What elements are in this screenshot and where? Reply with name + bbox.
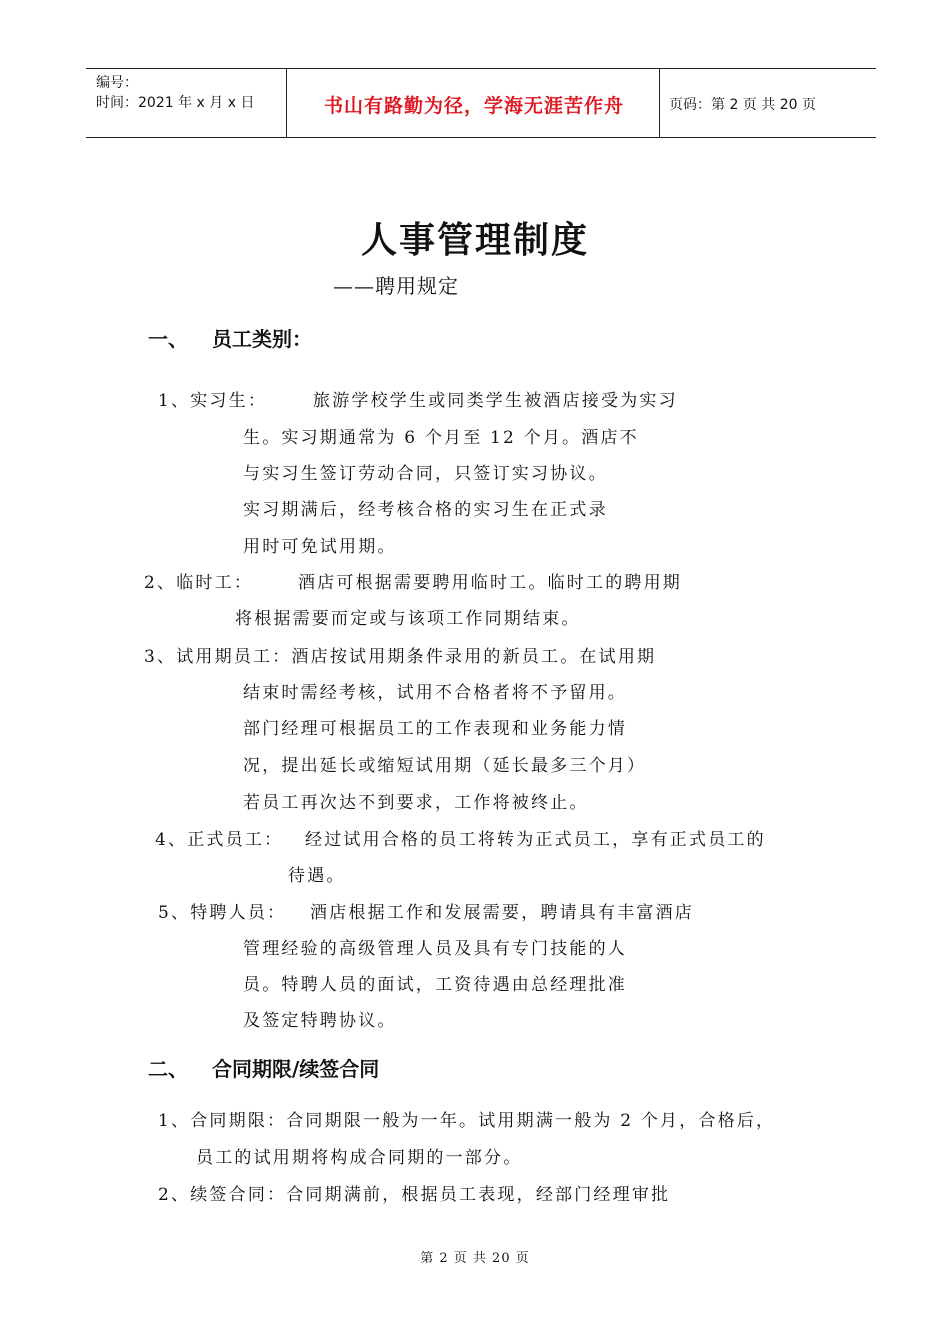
item-label: 4、正式员工： (155, 830, 284, 850)
item-text: 生。实习期通常为 6 个月至 12 个月。酒店不 (243, 428, 639, 448)
item-label: 1、实习生： (158, 391, 268, 411)
page-header (86, 68, 876, 138)
item-text: 况，提出延长或缩短试用期（延长最多三个月） (243, 756, 647, 776)
header-motto: 书山有路勤为径，学海无涯苦作舟 (323, 95, 624, 117)
item-text: 管理经验的高级管理人员及具有专门技能的人 (243, 939, 627, 959)
section-number: 二、 (148, 1057, 188, 1081)
section-heading-2 (148, 1053, 379, 1082)
document-title: 人事管理制度 (360, 220, 589, 261)
item-text: 合同期限一般为一年。试用期满一般为 2 个月，合格后， (286, 1111, 776, 1131)
item-text: 旅游学校学生或同类学生被酒店接受为实习 (313, 391, 678, 411)
document-subtitle: ——聘用规定 (333, 274, 459, 298)
item-text: 与实习生签订劳动合同，只签订实习协议。 (243, 464, 608, 484)
section-heading-1 (148, 323, 312, 352)
item-text: 酒店按试用期条件录用的新员工。在试用期 (291, 647, 657, 667)
item-label: 1、合同期限： (158, 1111, 287, 1131)
list-item (144, 642, 656, 667)
item-text: 酒店根据工作和发展需要，聘请具有丰富酒店 (310, 903, 694, 923)
time-label: 时间：2021 年 x 月 x 日 (96, 95, 255, 111)
list-item (158, 1180, 670, 1205)
item-text: 将根据需要而定或与该项工作同期结束。 (235, 609, 581, 629)
item-text: 酒店可根据需要聘用临时工。临时工的聘用期 (298, 573, 682, 593)
list-item (158, 386, 678, 411)
page-footer: 第 2 页 共 20 页 (420, 1251, 530, 1266)
item-text: 待遇。 (288, 866, 346, 886)
header-divider (659, 69, 660, 137)
item-label: 5、特聘人员： (158, 903, 287, 923)
item-text: 经过试用合格的员工将转为正式员工，享有正式员工的 (305, 830, 766, 850)
item-text: 结束时需经考核，试用不合格者将不予留用。 (243, 683, 627, 703)
item-text: 用时可免试用期。 (243, 537, 397, 557)
item-text: 及签定特聘协议。 (243, 1011, 397, 1031)
item-label: 2、临时工： (144, 573, 254, 593)
list-item (144, 568, 682, 593)
header-divider (286, 69, 287, 137)
list-item (158, 1106, 775, 1131)
list-item (158, 898, 694, 923)
section-title: 合同期限/续签合同 (212, 1057, 380, 1081)
item-text: 员工的试用期将构成合同期的一部分。 (196, 1148, 523, 1168)
item-text: 若员工再次达不到要求，工作将被终止。 (243, 793, 589, 813)
item-text: 员。特聘人员的面试，工资待遇由总经理批准 (243, 975, 627, 995)
item-label: 3、试用期员工： (144, 647, 292, 667)
item-text: 合同期满前，根据员工表现，经部门经理审批 (286, 1185, 671, 1205)
header-meta (96, 73, 254, 113)
section-number: 一、 (148, 327, 188, 351)
header-page-info: 页码：第 2 页 共 20 页 (669, 97, 816, 113)
section-title: 员工类别： (212, 327, 312, 351)
item-text: 部门经理可根据员工的工作表现和业务能力情 (243, 719, 627, 739)
list-item (155, 825, 766, 850)
serial-label: 编号： (96, 75, 138, 91)
item-text: 实习期满后，经考核合格的实习生在正式录 (243, 500, 608, 520)
item-label: 2、续签合同： (158, 1185, 287, 1205)
